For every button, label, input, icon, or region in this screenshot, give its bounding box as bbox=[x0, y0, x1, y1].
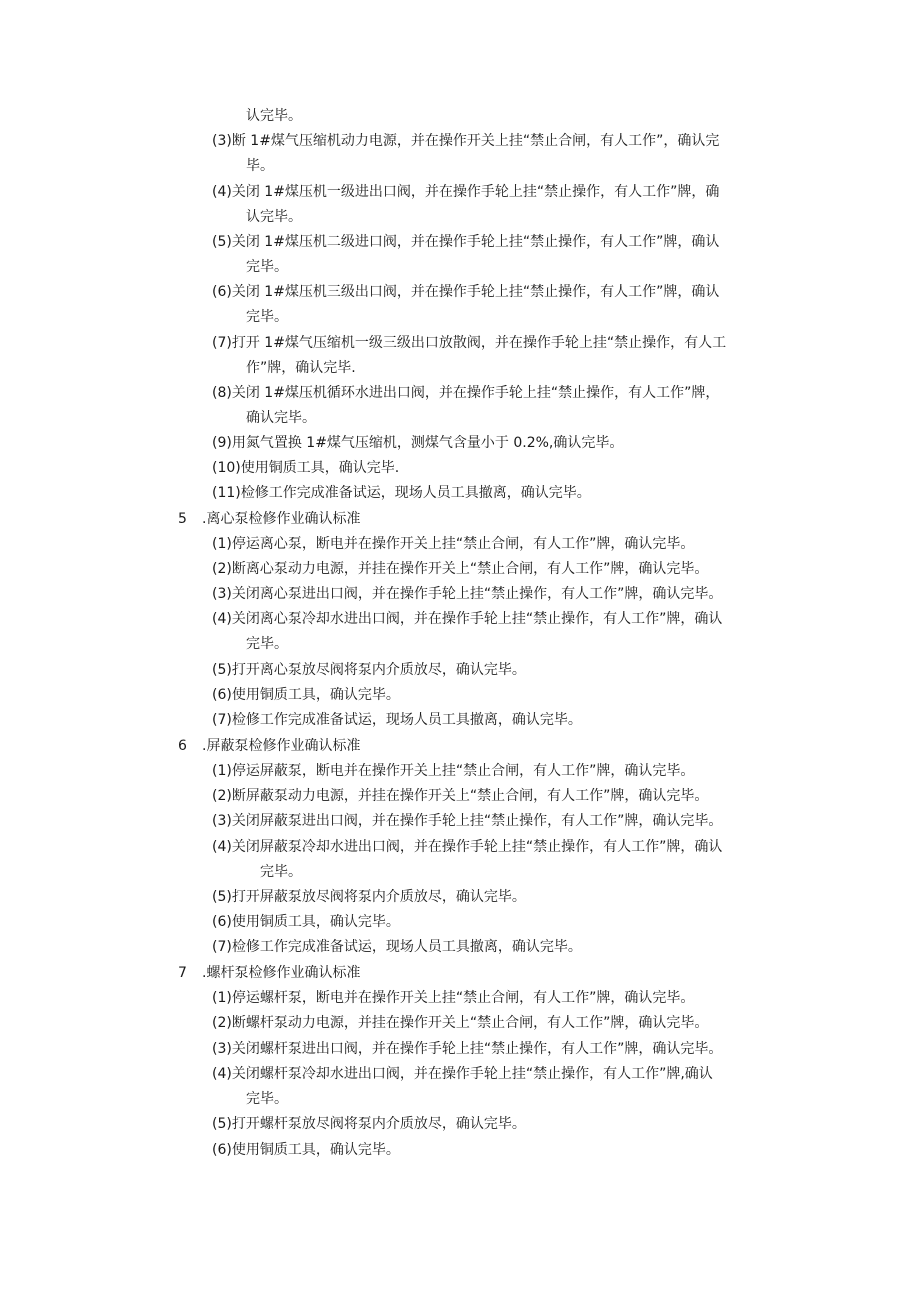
list-item: (1)停运离心泵，断电并在操作开关上挂“禁止合闸，有人工作”牌，确认完毕。 bbox=[212, 536, 695, 552]
list-item-continuation: 完毕。 bbox=[246, 636, 288, 652]
list-item: (4)关闭离心泵冷却水进出口阀，并在操作手轮上挂“禁止操作，有人工作”牌，确认 bbox=[212, 611, 723, 627]
list-item-continuation: 完毕。 bbox=[246, 259, 288, 275]
section-heading bbox=[178, 736, 360, 756]
section-title: .螺杆泵检修作业确认标准 bbox=[202, 965, 361, 981]
list-item: (3)关闭螺杆泵进出口阀，并在操作手轮上挂“禁止操作，有人工作”牌，确认完毕。 bbox=[212, 1041, 723, 1057]
list-item-continuation: 作”牌，确认完毕. bbox=[246, 360, 356, 376]
list-item: (6)使用铜质工具，确认完毕。 bbox=[212, 1142, 400, 1158]
section-number: 7 bbox=[178, 965, 187, 981]
list-item: (9)用氮气置换 1#煤气压缩机，测煤气含量小于 0.2%,确认完毕。 bbox=[212, 435, 624, 451]
section-heading bbox=[178, 963, 360, 983]
list-item: (6)使用铜质工具，确认完毕。 bbox=[212, 687, 400, 703]
list-item: (4)关闭屏蔽泵冷却水进出口阀，并在操作手轮上挂“禁止操作，有人工作”牌，确认 bbox=[212, 839, 723, 855]
list-item: (5)打开螺杆泵放尽阀将泵内介质放尽，确认完毕。 bbox=[212, 1116, 526, 1132]
list-item: (7)打开 1#煤气压缩机一级三级出口放散阀，并在操作手轮上挂“禁止操作，有人工 bbox=[212, 335, 727, 351]
list-item: (3)关闭离心泵进出口阀，并在操作手轮上挂“禁止操作，有人工作”牌，确认完毕。 bbox=[212, 586, 723, 602]
list-item: (5)打开离心泵放尽阀将泵内介质放尽，确认完毕。 bbox=[212, 662, 526, 678]
list-item-continuation: 认完毕。 bbox=[246, 108, 302, 124]
list-item-continuation: 确认完毕。 bbox=[246, 410, 316, 426]
list-item: (5)打开屏蔽泵放尽阀将泵内介质放尽，确认完毕。 bbox=[212, 889, 526, 905]
list-item: (2)断屏蔽泵动力电源，并挂在操作开关上“禁止合闸，有人工作”牌，确认完毕。 bbox=[212, 788, 709, 804]
list-item: (6)使用铜质工具，确认完毕。 bbox=[212, 914, 400, 930]
list-item-continuation: 毕。 bbox=[246, 158, 274, 174]
list-item: (1)停运螺杆泵，断电并在操作开关上挂“禁止合闸，有人工作”牌，确认完毕。 bbox=[212, 990, 695, 1006]
list-item-continuation: 认完毕。 bbox=[246, 209, 302, 225]
list-item: (1)停运屏蔽泵，断电并在操作开关上挂“禁止合闸，有人工作”牌，确认完毕。 bbox=[212, 763, 695, 779]
section-heading bbox=[178, 509, 360, 529]
list-item: (2)断离心泵动力电源，并挂在操作开关上“禁止合闸，有人工作”牌，确认完毕。 bbox=[212, 561, 709, 577]
list-item: (5)关闭 1#煤压机二级进口阀，并在操作手轮上挂“禁止操作，有人工作”牌，确认 bbox=[212, 234, 720, 250]
list-item: (4)关闭螺杆泵冷却水进出口阀，并在操作手轮上挂“禁止操作，有人工作”牌,确认 bbox=[212, 1066, 713, 1082]
list-item: (11)检修工作完成准备试运，现场人员工具撤离，确认完毕。 bbox=[212, 485, 591, 501]
section-title: .屏蔽泵检修作业确认标准 bbox=[202, 738, 361, 754]
list-item: (2)断螺杆泵动力电源，并挂在操作开关上“禁止合闸，有人工作”牌，确认完毕。 bbox=[212, 1015, 709, 1031]
list-item: (3)断 1#煤气压缩机动力电源，并在操作开关上挂“禁止合闸，有人工作”，确认完 bbox=[212, 133, 720, 149]
list-item: (7)检修工作完成准备试运，现场人员工具撤离，确认完毕。 bbox=[212, 712, 582, 728]
list-item-continuation: 完毕。 bbox=[260, 864, 302, 880]
list-item: (6)关闭 1#煤压机三级出口阀，并在操作手轮上挂“禁止操作，有人工作”牌，确认 bbox=[212, 284, 720, 300]
section-title: .离心泵检修作业确认标准 bbox=[202, 511, 361, 527]
list-item: (8)关闭 1#煤压机循环水进出口阀，并在操作手轮上挂“禁止操作，有人工作”牌， bbox=[212, 385, 720, 401]
list-item-continuation: 完毕。 bbox=[246, 1091, 288, 1107]
section-number: 5 bbox=[178, 511, 187, 527]
list-item: (10)使用铜质工具，确认完毕. bbox=[212, 460, 400, 476]
list-item: (3)关闭屏蔽泵进出口阀，并在操作手轮上挂“禁止操作，有人工作”牌，确认完毕。 bbox=[212, 813, 723, 829]
list-item: (7)检修工作完成准备试运，现场人员工具撤离，确认完毕。 bbox=[212, 939, 582, 955]
section-number: 6 bbox=[178, 738, 187, 754]
list-item: (4)关闭 1#煤压机一级进出口阀，并在操作手轮上挂“禁止操作，有人工作”牌，确 bbox=[212, 184, 720, 200]
list-item-continuation: 完毕。 bbox=[246, 309, 288, 325]
